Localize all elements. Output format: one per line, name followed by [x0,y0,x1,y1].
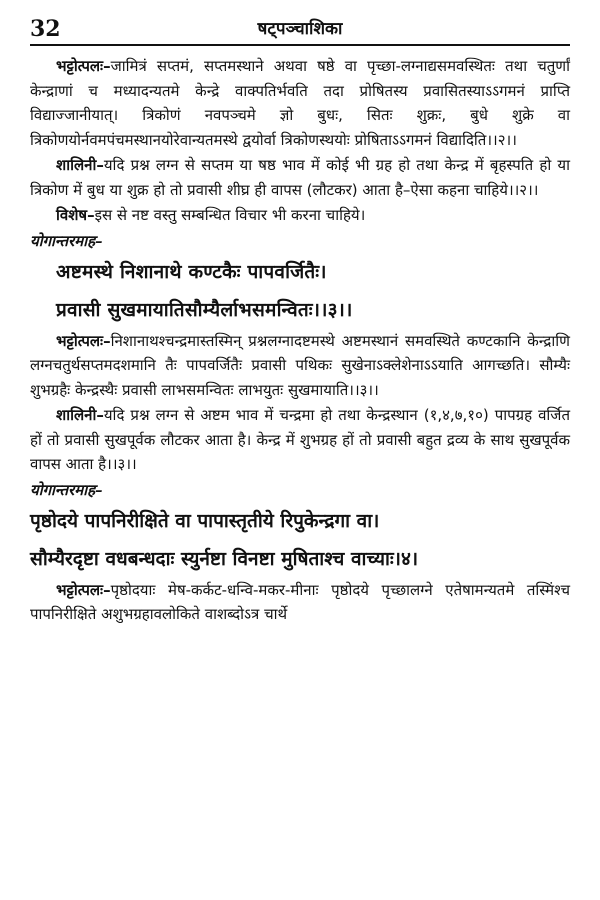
commentary-text: यदि प्रश्न लग्न से अष्टम भाव में चन्द्रमा हो तथा केन्द्रस्थान (१,४,७,१०) पापग्रह वर्जित हों तो प्रवासी सुखपूर्वक लौटकर आता है। केन्द्र में शुभग्रह हों तो प्रवासी बहुत द्रव्य के साथ सुखपूर्वक वापस आता है।।३।। [30,406,570,473]
commentator-label: शालिनी– [56,156,104,174]
verse-3-line-1: अष्टमस्थे निशानाथे कण्टकैः पापवर्जितैः। [56,260,327,283]
commentator-label: भट्टोत्पलः– [56,580,111,599]
verse-4-line-2: सौम्यैरदृष्टा वधबन्धदाः स्युर्नष्टा विनष्टा मुषिताश्च वाच्याः।४। [30,547,419,570]
note-label: विशेष– [56,206,95,224]
commentary-text: निशानाथश्चन्द्रमास्तस्मिन् प्रश्नलग्नादष्टमस्थे अष्टमस्थानं समवस्थिते कण्टकानि केन्द्राणि लग्नचतुर्थसप्तमदशमानि तैः पापवर्जितैः प्रवासी पथिकः सुखेनाऽक्लेशेनाऽऽयाति आगच्छति। सौम्यैः शुभग्रहैः केन्द्रस्थैः प्रवासी लाभसमन्वितः लाभयुतः सुखमायाति।।३।। [30,331,570,399]
page-header [30,14,570,46]
commentary-text: पृष्ठोदयाः मेष-कर्कट-धन्वि-मकर-मीनाः पृष्ठोदये पृच्छालग्ने एतेषामन्यतमे तस्मिंश्च पापनिरीक्षिते अशुभग्रहावलोकिते वाशब्दोऽत्र चार्थे [30,580,570,623]
section-heading: योगान्तरमाह– [30,231,103,250]
verse-4-line-1: पृष्ठोदये पापनिरीक्षिते वा पापास्तृतीये रिपुकेन्द्रगा वा। [30,509,380,532]
commentary-shalini-verse-2 [30,153,570,202]
commentary-shalini-verse-3 [30,403,570,477]
commentary-bhattotpala-verse-2 [30,54,570,152]
commentator-label: भट्टोत्पलः– [56,57,111,75]
page-number: 32 [30,16,61,42]
section-heading: योगान्तरमाह– [30,480,103,499]
note-text: इस से नष्ट वस्तु सम्बन्धित विचार भी करना चाहिये। [94,206,366,224]
commentary-text: यदि प्रश्न लग्न से सप्तम या षष्ठ भाव में कोई भी ग्रह हो तथा केन्द्र में बृहस्पति हो या त्रिकोण में बुध या शुक्र हो तो प्रवासी शीघ्र ही वापस (लौटकर) आता है–ऐसा कहना चाहिये।।२।। [30,156,570,199]
running-title: षट्पञ्चाशिका [257,19,343,39]
commentary-text: जामित्रं सप्तमं, सप्तमस्थाने अथवा षष्ठे वा पृच्छा-लग्नाद्यसमवस्थितः तथा चतुर्णां केन्द्राणां च मध्यादन्यतमे केन्द्रे वाक्पतिर्भवति तदा प्रोषितस्य प्रवासितस्याऽऽगमनं प्राप्ति विद्याज्जानीयात्। त्रिकोणं नवपञ्चमे ज्ञो बुधः, सितः शुक्रः, बुधे शुक्रे वा त्रिकोणयोर्नवमपंचमस्थानयोरेवान्यतमस्थे द्वयोर्वा त्रिकोणस्थयोः प्रोषिताऽऽगमनं विद्यादिति।।२।। [30,57,570,149]
special-note [30,203,570,228]
commentator-label: शालिनी– [56,406,104,424]
commentator-label: भट्टोत्पलः– [56,331,111,350]
commentary-bhattotpala-verse-4 [30,578,570,627]
commentary-bhattotpala-verse-3 [30,329,570,403]
verse-3-line-2: प्रवासी सुखमायातिसौम्यैर्लाभसमन्वितः।।३।। [56,298,353,321]
